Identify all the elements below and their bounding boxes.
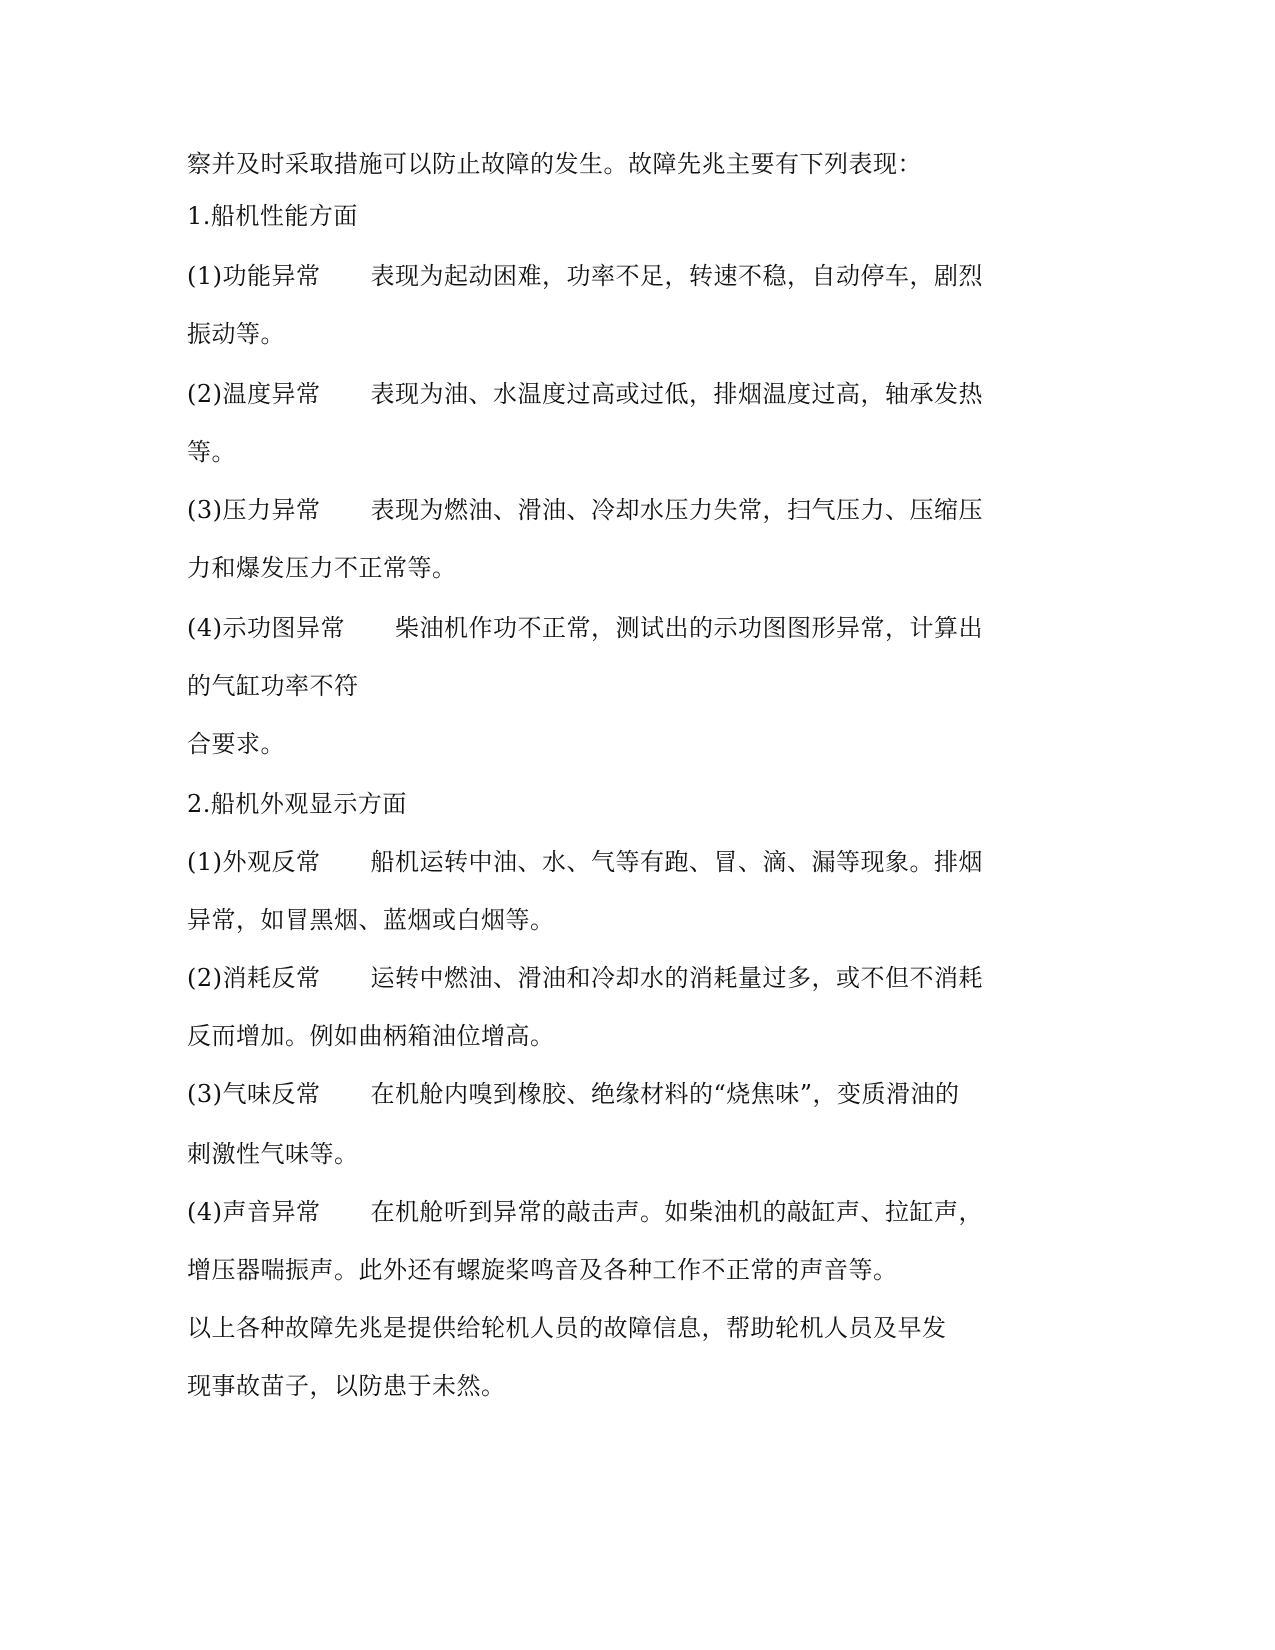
section-heading-appearance: 2.船机外观显示方面 bbox=[187, 790, 407, 818]
item-text: 柴油机作功不正常，测试出的示功图图形异常，计算出 bbox=[395, 614, 983, 642]
item-appearance-abnormal bbox=[187, 846, 983, 878]
item-pressure-abnormal bbox=[187, 494, 983, 526]
paragraph-intro-continuation: 察并及时采取措施可以防止故障的发生。故障先兆主要有下列表现： bbox=[187, 150, 922, 178]
item-text: 在机舱内嗅到橡胶、绝缘材料的“烧焦味”，变质滑油的 bbox=[370, 1080, 960, 1108]
item-continuation: 合要求。 bbox=[187, 730, 285, 758]
item-label: (1)外观反常 bbox=[187, 848, 321, 876]
item-smell-abnormal bbox=[187, 1078, 960, 1110]
item-sound-abnormal bbox=[187, 1196, 983, 1228]
paragraph-summary-continuation: 现事故苗子，以防患于未然。 bbox=[187, 1372, 506, 1400]
item-continuation: 异常，如冒黑烟、蓝烟或白烟等。 bbox=[187, 906, 555, 934]
item-indicator-diagram-abnormal bbox=[187, 612, 983, 644]
item-temperature-abnormal bbox=[187, 378, 983, 410]
item-function-abnormal bbox=[187, 260, 983, 292]
item-continuation: 力和爆发压力不正常等。 bbox=[187, 554, 457, 582]
item-label: (3)气味反常 bbox=[187, 1080, 321, 1108]
item-continuation: 反而增加。例如曲柄箱油位增高。 bbox=[187, 1022, 555, 1050]
item-text: 在机舱听到异常的敲击声。如柴油机的敲缸声、拉缸声， bbox=[370, 1198, 983, 1226]
item-continuation: 等。 bbox=[187, 438, 236, 466]
item-continuation: 的气缸功率不符 bbox=[187, 672, 359, 700]
item-text: 表现为燃油、滑油、冷却水压力失常，扫气压力、压缩压 bbox=[370, 496, 983, 524]
section-heading-performance: 1.船机性能方面 bbox=[187, 202, 358, 230]
item-continuation: 增压器喘振声。此外还有螺旋桨鸣音及各种工作不正常的声音等。 bbox=[187, 1256, 898, 1284]
item-continuation: 振动等。 bbox=[187, 320, 285, 348]
item-text: 表现为油、水温度过高或过低，排烟温度过高，轴承发热 bbox=[370, 380, 983, 408]
item-label: (1)功能异常 bbox=[187, 262, 321, 290]
item-label: (3)压力异常 bbox=[187, 496, 321, 524]
item-text: 船机运转中油、水、气等有跑、冒、滴、漏等现象。排烟 bbox=[370, 848, 983, 876]
paragraph-summary: 以上各种故障先兆是提供给轮机人员的故障信息，帮助轮机人员及早发 bbox=[187, 1314, 947, 1342]
item-label: (2)温度异常 bbox=[187, 380, 321, 408]
item-label: (4)声音异常 bbox=[187, 1198, 321, 1226]
item-consumption-abnormal bbox=[187, 962, 983, 994]
item-continuation: 刺激性气味等。 bbox=[187, 1140, 359, 1168]
item-label: (2)消耗反常 bbox=[187, 964, 321, 992]
item-text: 运转中燃油、滑油和冷却水的消耗量过多，或不但不消耗 bbox=[370, 964, 983, 992]
item-text: 表现为起动困难，功率不足，转速不稳，自动停车，剧烈 bbox=[370, 262, 983, 290]
item-label: (4)示功图异常 bbox=[187, 614, 345, 642]
